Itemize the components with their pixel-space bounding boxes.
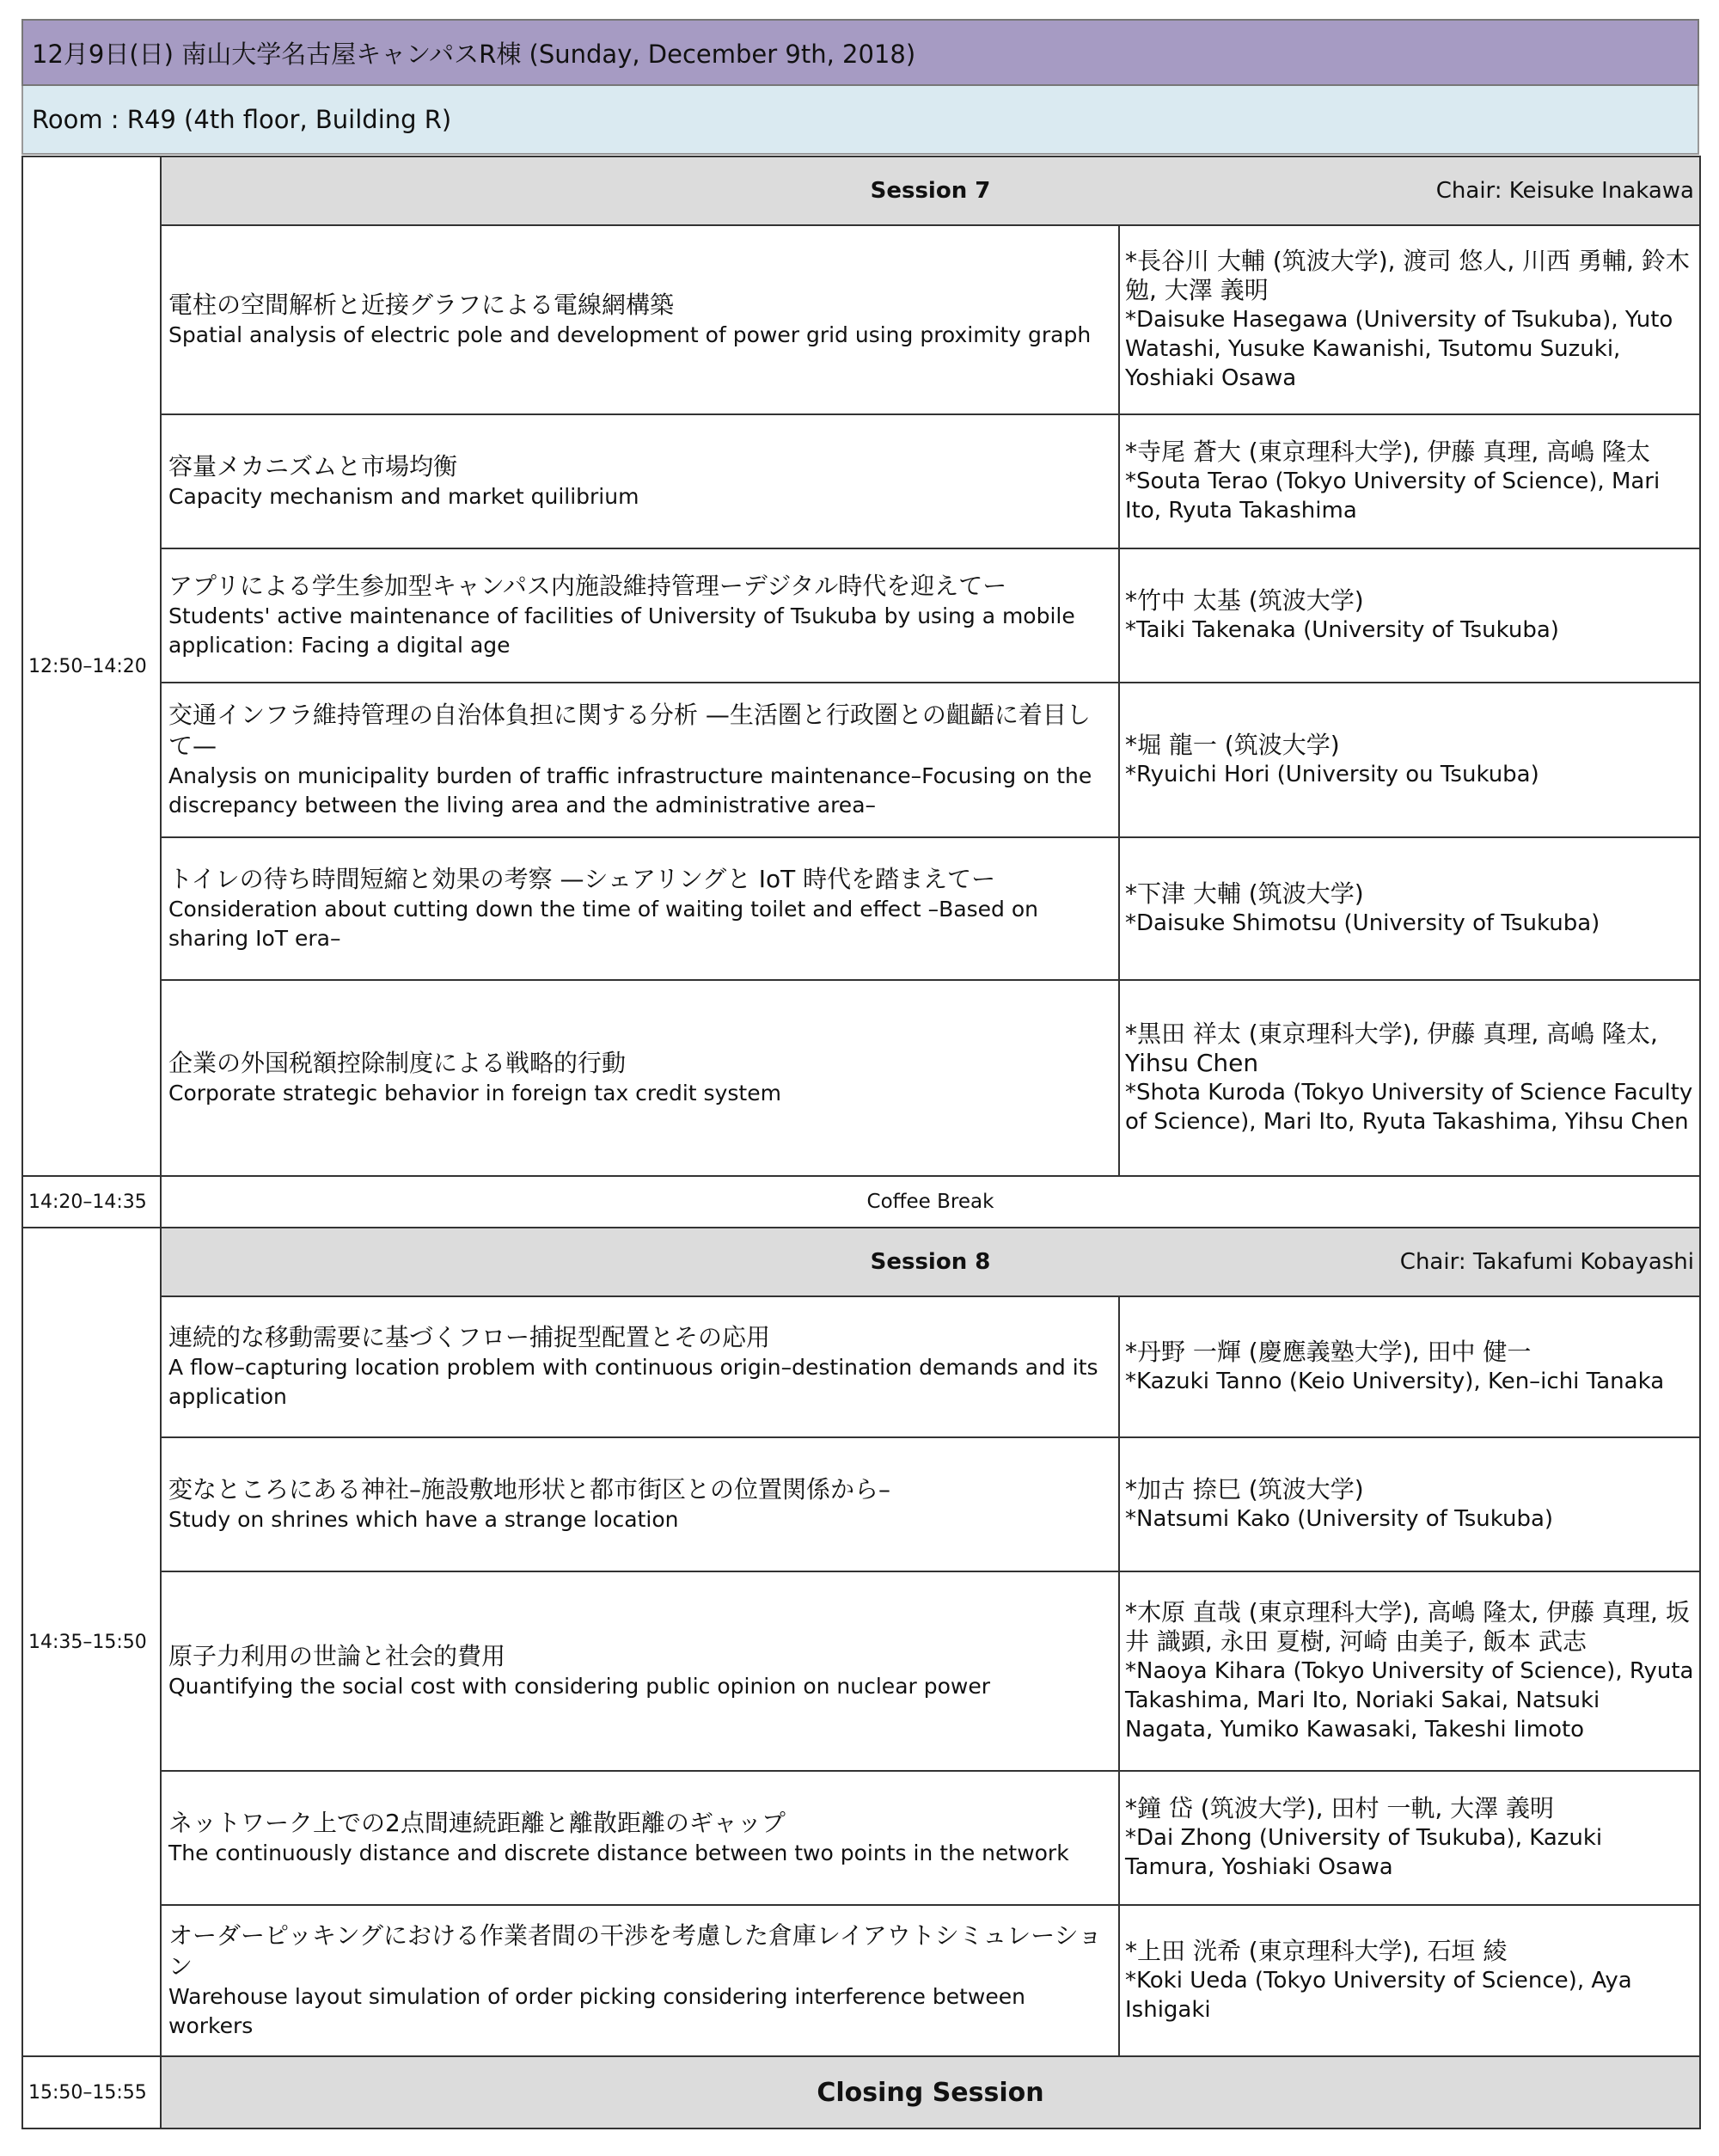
session-chair: Chair: Keisuke Inakawa — [1435, 178, 1694, 204]
paper-row — [22, 548, 1700, 683]
paper-row — [22, 414, 1700, 548]
paper-authors — [1119, 414, 1700, 548]
paper-title — [161, 980, 1119, 1176]
paper-title — [161, 683, 1119, 837]
paper-title — [161, 1905, 1119, 2056]
paper-authors-ja: *下津 大輔 (筑波大学) — [1125, 879, 1364, 908]
paper-authors — [1119, 1571, 1700, 1771]
paper-authors-en: *Taiki Takenaka (University of Tsukuba) — [1125, 617, 1559, 643]
paper-authors — [1119, 837, 1700, 980]
paper-title-en: Quantifying the social cost with considering public opinion on nuclear power — [168, 1674, 991, 1699]
session-header — [161, 1228, 1700, 1296]
paper-title-en: Corporate strategic behavior in foreign tax credit system — [168, 1081, 781, 1106]
paper-authors-en: *Daisuke Hasegawa (University of Tsukuba), Yuto Watashi, Yusuke Kawanishi, Tsutomu Suzuki, Yoshiaki Osawa — [1125, 307, 1673, 391]
paper-authors-ja: *長谷川 大輔 (筑波大学), 渡司 悠人, 川西 勇輔, 鈴木 勉, 大澤 義明 — [1125, 247, 1690, 304]
paper-title-en: A flow–capturing location problem with continuous origin–destination demands and its application — [168, 1355, 1098, 1409]
paper-authors-ja: *竹中 太基 (筑波大学) — [1125, 586, 1364, 615]
paper-row — [22, 683, 1700, 837]
paper-title-en: Spatial analysis of electric pole and development of power grid using proximity graph — [168, 322, 1092, 347]
paper-authors-en: *Kazuki Tanno (Keio University), Ken–ichi Tanaka — [1125, 1369, 1665, 1394]
paper-authors — [1119, 1296, 1700, 1437]
paper-authors — [1119, 1437, 1700, 1571]
paper-authors-en: *Souta Terao (Tokyo University of Science), Mari Ito, Ryuta Takashima — [1125, 469, 1661, 524]
paper-title — [161, 1771, 1119, 1905]
paper-title-en: Capacity mechanism and market quilibrium — [168, 484, 639, 509]
paper-title-en: Students' active maintenance of facilities of University of Tsukuba by using a mobile application: Facing a digital age — [168, 603, 1075, 658]
paper-title-ja: 電柱の空間解析と近接グラフによる電線網構築 — [168, 291, 675, 319]
paper-authors-en: *Naoya Kihara (Tokyo University of Science), Ryuta Takashima, Mari Ito, Noriaki Sakai, Natsuki Nagata, Yumiko Kawasaki, Takeshi Iimoto — [1125, 1658, 1694, 1743]
paper-row — [22, 837, 1700, 980]
paper-title-ja: アプリによる学生参加型キャンパス内施設維持管理ーデジタル時代を迎えてー — [168, 572, 1007, 600]
paper-title — [161, 1571, 1119, 1771]
paper-row — [22, 1296, 1700, 1437]
paper-title — [161, 548, 1119, 683]
paper-title-ja: 原子力利用の世論と社会的費用 — [168, 1642, 506, 1670]
coffee-break-row — [22, 1176, 1700, 1228]
paper-title — [161, 414, 1119, 548]
paper-authors — [1119, 225, 1700, 414]
paper-row — [22, 980, 1700, 1176]
paper-authors — [1119, 1771, 1700, 1905]
coffee-break-label: Coffee Break — [161, 1176, 1700, 1228]
schedule-table — [21, 156, 1701, 2129]
paper-authors — [1119, 980, 1700, 1176]
paper-title-ja: 連続的な移動需要に基づくフロー捕捉型配置とその応用 — [168, 1323, 771, 1351]
paper-title-ja: トイレの待ち時間短縮と効果の考察 —シェアリングと IoT 時代を踏まえてー — [168, 865, 996, 893]
paper-authors — [1119, 683, 1700, 837]
paper-authors-ja: *丹野 一輝 (慶應義塾大学), 田中 健一 — [1125, 1338, 1532, 1366]
paper-title-ja: ネットワーク上での2点間連続距離と離散距離のギャップ — [168, 1809, 786, 1837]
paper-row — [22, 1571, 1700, 1771]
paper-title-ja: 変なところにある神社–施設敷地形状と都市街区との位置関係から– — [168, 1475, 891, 1504]
paper-authors-ja: *加古 捺巳 (筑波大学) — [1125, 1475, 1364, 1504]
paper-authors-en: *Shota Kuroda (Tokyo University of Science Faculty of Science), Mari Ito, Ryuta Takashima, Yihsu Chen — [1125, 1080, 1693, 1135]
paper-authors-en: *Ryuichi Hori (University ou Tsukuba) — [1125, 762, 1539, 787]
paper-authors — [1119, 1905, 1700, 2056]
paper-authors-ja: *上田 洸希 (東京理科大学), 石垣 綾 — [1125, 1937, 1508, 1965]
session-time: 12:50–14:20 — [22, 156, 161, 1176]
paper-title-en: Consideration about cutting down the time of waiting toilet and effect –Based on sharing IoT era– — [168, 897, 1039, 951]
paper-title — [161, 1437, 1119, 1571]
paper-title-en: The continuously distance and discrete distance between two points in the network — [168, 1841, 1069, 1865]
closing-time: 15:50–15:55 — [22, 2056, 161, 2128]
paper-row — [22, 1905, 1700, 2056]
coffee-time: 14:20–14:35 — [22, 1176, 161, 1228]
paper-row — [22, 225, 1700, 414]
session-header-row — [22, 156, 1700, 225]
paper-title-en: Warehouse layout simulation of order picking considering interference between workers — [168, 1984, 1025, 2038]
paper-authors-ja: *木原 直哉 (東京理科大学), 高嶋 隆太, 伊藤 真理, 坂井 識顕, 永田 夏樹, 河崎 由美子, 飯本 武志 — [1125, 1598, 1690, 1656]
paper-title-ja: 容量メカニズムと市場均衡 — [168, 452, 458, 481]
paper-title — [161, 1296, 1119, 1437]
paper-authors-en: *Dai Zhong (University of Tsukuba), Kazuki Tamura, Yoshiaki Osawa — [1125, 1825, 1603, 1880]
session-name: Session 8 — [870, 1249, 991, 1275]
closing-session-label: Closing Session — [161, 2056, 1700, 2128]
session-header-row — [22, 1228, 1700, 1296]
session-chair: Chair: Takafumi Kobayashi — [1399, 1249, 1694, 1275]
paper-title-ja: 交通インフラ維持管理の自治体負担に関する分析 —生活圏と行政圏との齟齬に着目して— — [168, 701, 1091, 760]
paper-row — [22, 1771, 1700, 1905]
paper-authors-en: *Koki Ueda (Tokyo University of Science), Aya Ishigaki — [1125, 1968, 1632, 2023]
paper-row — [22, 1437, 1700, 1571]
paper-title-en: Analysis on municipality burden of traffic infrastructure maintenance–Focusing on the discrepancy between the living area and the administrative area– — [168, 763, 1092, 818]
closing-row — [22, 2056, 1700, 2128]
paper-authors-ja: *寺尾 蒼大 (東京理科大学), 伊藤 真理, 高嶋 隆太 — [1125, 438, 1651, 466]
paper-authors-ja: *鐘 岱 (筑波大学), 田村 一軌, 大澤 義明 — [1125, 1794, 1555, 1822]
paper-title-en: Study on shrines which have a strange location — [168, 1507, 679, 1532]
paper-title-ja: オーダーピッキングにおける作業者間の干渉を考慮した倉庫レイアウトシミュレーション — [168, 1921, 1103, 1981]
paper-authors-ja: *黒田 祥太 (東京理科大学), 伊藤 真理, 高嶋 隆太, Yihsu Chen — [1125, 1020, 1658, 1077]
paper-title-ja: 企業の外国税額控除制度による戦略的行動 — [168, 1049, 627, 1077]
paper-title — [161, 837, 1119, 980]
paper-authors-en: *Natsumi Kako (University of Tsukuba) — [1125, 1506, 1554, 1532]
session-time: 14:35–15:50 — [22, 1228, 161, 2056]
date-venue-header: 12月9日(日) 南山大学名古屋キャンパスR棟 (Sunday, December 9th, 2018) — [21, 19, 1699, 86]
paper-authors-ja: *堀 龍一 (筑波大学) — [1125, 731, 1340, 759]
room-header: Room : R49 (4th floor, Building R) — [21, 86, 1699, 155]
paper-authors — [1119, 548, 1700, 683]
paper-title — [161, 225, 1119, 414]
session-header — [161, 156, 1700, 225]
session-name: Session 7 — [870, 178, 991, 204]
paper-authors-en: *Daisuke Shimotsu (University of Tsukuba) — [1125, 910, 1600, 936]
